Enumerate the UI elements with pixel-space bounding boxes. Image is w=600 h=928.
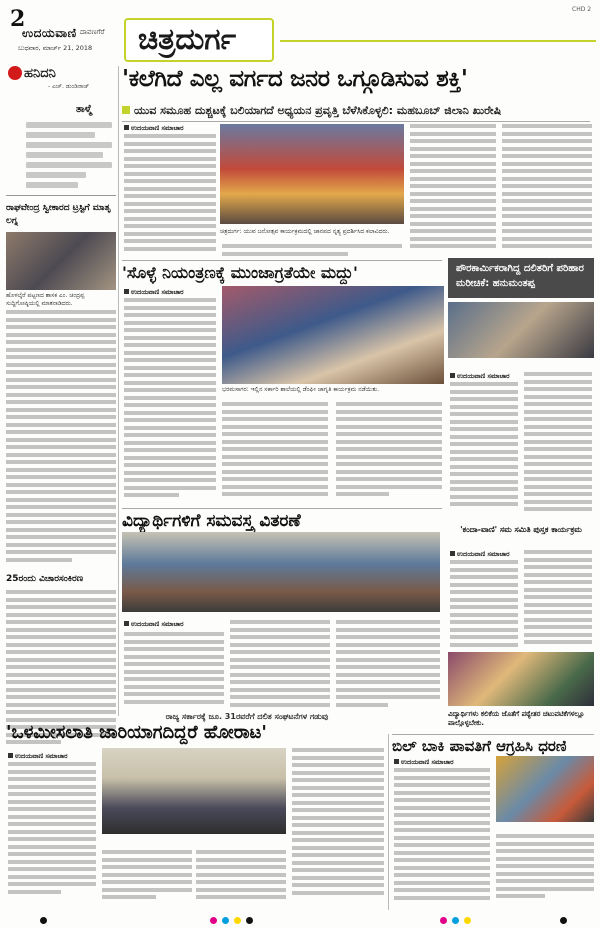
page-code: CHD 2 xyxy=(572,6,592,13)
bullet-icon xyxy=(394,759,399,764)
paper-name: ಉದಯವಾಣಿ xyxy=(22,26,77,40)
story3-byline xyxy=(124,620,184,629)
left-story-body xyxy=(6,310,116,565)
main-byline xyxy=(124,124,184,133)
hanidani-subtitle: ತಾಳ್ಮೆ xyxy=(76,104,93,115)
bullet-icon xyxy=(450,551,455,556)
story2-caption: ಭರಮಸಾಗರ: ಇಲ್ಲಿನ ಸರ್ಕಾರಿ ಶಾಲೆಯಲ್ಲಿ ಡೆಂಘೀ ಜಾಗೃತಿ ಕಾರ್ಯಕ್ರಮ ನಡೆಯಿತು. xyxy=(222,386,380,393)
city-name: ಚಿತ್ರದುರ್ಗ xyxy=(138,22,237,57)
story3-body-col3 xyxy=(336,620,440,710)
kandaa-story-byline-text: ಉದಯವಾಣಿ ಸಮಾಚಾರ xyxy=(457,550,510,558)
hanidani-box xyxy=(6,66,116,196)
silver-story-headline: 25ರಂದು ವಿಚಾರಸಂಕಿರಣ xyxy=(6,574,84,584)
story2-photo xyxy=(222,286,444,384)
side-story-body-col2 xyxy=(524,372,592,515)
side-story-banner xyxy=(448,258,594,298)
masthead xyxy=(4,4,596,62)
story5-body-col1 xyxy=(394,768,490,903)
story4-body-col4 xyxy=(292,748,384,898)
side-story-byline-text: ಉದಯವಾಣಿ ಸಮಾಚಾರ xyxy=(457,372,510,380)
story3-photo xyxy=(122,532,440,612)
side-story-body-col1 xyxy=(450,382,518,510)
story4-body-col1 xyxy=(8,762,96,897)
story5-byline-text: ಉದಯವಾಣಿ ಸಮಾಚಾರ xyxy=(401,758,454,766)
story4-byline xyxy=(8,752,68,761)
bullet-icon xyxy=(124,289,129,294)
issue-date: ಬುಧವಾರ, ಮಾರ್ಚ್ 21, 2018 xyxy=(18,44,93,52)
story3-headline: ವಿದ್ಯಾರ್ಥಿಗಳಿಗೆ ಸಮವಸ್ತ್ರ ವಿತರಣೆ xyxy=(122,508,442,531)
accent-square-icon xyxy=(122,106,130,114)
story5-headline: ಬಿಲ್ ಬಾಕಿ ಪಾವತಿಗೆ ಆಗ್ರಹಿಸಿ ಧರಣಿ xyxy=(392,734,594,755)
kandaa-story-body-col2 xyxy=(524,550,592,648)
kandaa-story-photo xyxy=(448,652,594,706)
story3-body-col2 xyxy=(230,620,330,710)
story2-byline xyxy=(124,288,184,297)
column-rule xyxy=(388,734,389,910)
print-registration-marks xyxy=(0,914,600,928)
hanidani-title: ಹನಿದನಿ xyxy=(24,66,56,81)
bullet-icon xyxy=(450,373,455,378)
column-rule xyxy=(118,66,119,716)
main-headline: 'ಕಲೆಗಿದೆ ಎಲ್ಲ ವರ್ಗದ ಜನರ ಒಗ್ಗೂಡಿಸುವ ಶಕ್ತಿ' xyxy=(122,66,468,92)
kandaa-story-headline: 'ಕಂದಾ-ವಾಣಿ' ಸಮ ಸಮಿತಿ ಪುಸ್ತಕ ಕಾರ್ಯಕ್ರಮ xyxy=(460,525,582,534)
story4-body-col3 xyxy=(196,850,286,903)
story5-byline xyxy=(394,758,454,767)
story2-byline-text: ಉದಯವಾಣಿ ಸಮಾಚಾರ xyxy=(131,288,184,296)
main-body-col4 xyxy=(502,124,592,252)
bullet-icon xyxy=(124,621,129,626)
side-story-byline xyxy=(450,372,510,381)
story4-byline-text: ಉದಯವಾಣಿ ಸಮಾಚಾರ xyxy=(15,752,68,760)
story2-body-col2 xyxy=(222,402,328,500)
bullet-icon xyxy=(124,125,129,130)
main-byline-text: ಉದಯವಾಣಿ ಸಮಾಚಾರ xyxy=(131,124,184,132)
hanidani-poem xyxy=(26,122,112,192)
side-story-photo xyxy=(448,302,594,358)
left-story-headline: ರಾಘವೇಂದ್ರ ಸ್ವೀಕಾರದ ಟ್ರಸ್ಟಿಗೆ ಮಾತೃ ಲಗ್ನ xyxy=(6,203,111,226)
main-story-caption: ಚಿತ್ರದುರ್ಗ: ಯುವ ಜನೋತ್ಸವ ಕಾರ್ಯಕ್ರಮದಲ್ಲಿ ಜಾನಪದ ನೃತ್ಯ ಪ್ರದರ್ಶಿಸಿದ ಕಲಾವಿದರು. xyxy=(220,228,390,235)
edition-label: ದಾವಣಗೆರೆ xyxy=(80,28,105,36)
story3-byline-text: ಉದಯವಾಣಿ ಸಮಾಚಾರ xyxy=(131,620,184,628)
bullet-icon xyxy=(8,753,13,758)
main-body-col3 xyxy=(410,124,496,252)
kandaa-story-quote: ವಿದ್ಯಾರ್ಥಿಗಳು ಕಲಿಕೆಯ ಜೊತೆಗೆ ಪಠ್ಯೇತರ ಚಟುವಟಿಕೆಗಳಲ್ಲೂ ಪಾಲ್ಗೊಳ್ಳಬೇಕು. xyxy=(448,710,585,727)
kandaa-story-byline xyxy=(450,550,510,559)
story4-photo xyxy=(102,748,286,834)
side-story-headline: ಪೌರಕಾರ್ಮಿಕರಾಗಿದ್ದ ದಲಿತರಿಗೆ ಪರಿಹಾರ ಮರೀಚಿಕೆ: ಹನುಮಂತಪ್ಪ xyxy=(456,263,584,289)
story4-kicker: ರಾಜ್ಯ ಸರ್ಕಾರಕ್ಕೆ ಜೂ. 31ರವರೆಗೆ ದಲಿತ ಸಂಘಟನೆಗಳ ಗಡುವು xyxy=(165,712,329,721)
hanidani-author: - ಎಚ್. ಡುಂಡಿರಾಜ್ xyxy=(48,83,90,90)
main-story-photo xyxy=(220,124,404,224)
left-story-photo xyxy=(6,232,116,290)
kandaa-story-body-col1 xyxy=(450,560,518,650)
story5-body-col2 xyxy=(496,834,594,902)
city-banner xyxy=(124,18,274,62)
story4-body-col2 xyxy=(102,850,192,903)
main-subhead-text: ಯುವ ಸಮೂಹ ದುಶ್ಚಟಕ್ಕೆ ಬಲಿಯಾಗದೆ ಅಧ್ಯಯನ ಪ್ರವೃತ್ತಿ ಬೆಳೆಸಿಕೊಳ್ಳಲಿ: ಮಹಬೂಬ್ ಜಿಲಾನಿ ಖುರೇಷಿ xyxy=(134,104,502,117)
story2-body-col3 xyxy=(336,402,442,500)
story3-body-col1 xyxy=(124,632,224,707)
page-number: 2 xyxy=(10,6,26,32)
main-body-col1 xyxy=(124,134,216,254)
left-story-caption: ಹೊಳಲ್ಕೆರೆ ಪಟ್ಟಣದ ಶಾಸಕ ಎಂ. ಚಂದ್ರಪ್ಪ ಸುದ್ದಿಗೋಷ್ಠಿಯಲ್ಲಿ ಮಾತನಾಡಿದರು. xyxy=(6,292,85,307)
story4-headline: 'ಒಳಮೀಸಲಾತಿ ಜಾರಿಯಾಗದಿದ್ದರೆ ಹೋರಾಟ' xyxy=(6,722,267,743)
story2-headline: 'ಸೊಳ್ಳೆ ನಿಯಂತ್ರಣಕ್ಕೆ ಮುಂಜಾಗ್ರತೆಯೇ ಮದ್ದು' xyxy=(122,260,442,283)
main-body-col2 xyxy=(222,244,402,259)
header-rule xyxy=(280,40,596,42)
story2-body-col1 xyxy=(124,298,216,501)
drop-icon xyxy=(8,66,22,80)
story5-photo xyxy=(496,756,594,822)
main-subhead xyxy=(122,104,590,122)
